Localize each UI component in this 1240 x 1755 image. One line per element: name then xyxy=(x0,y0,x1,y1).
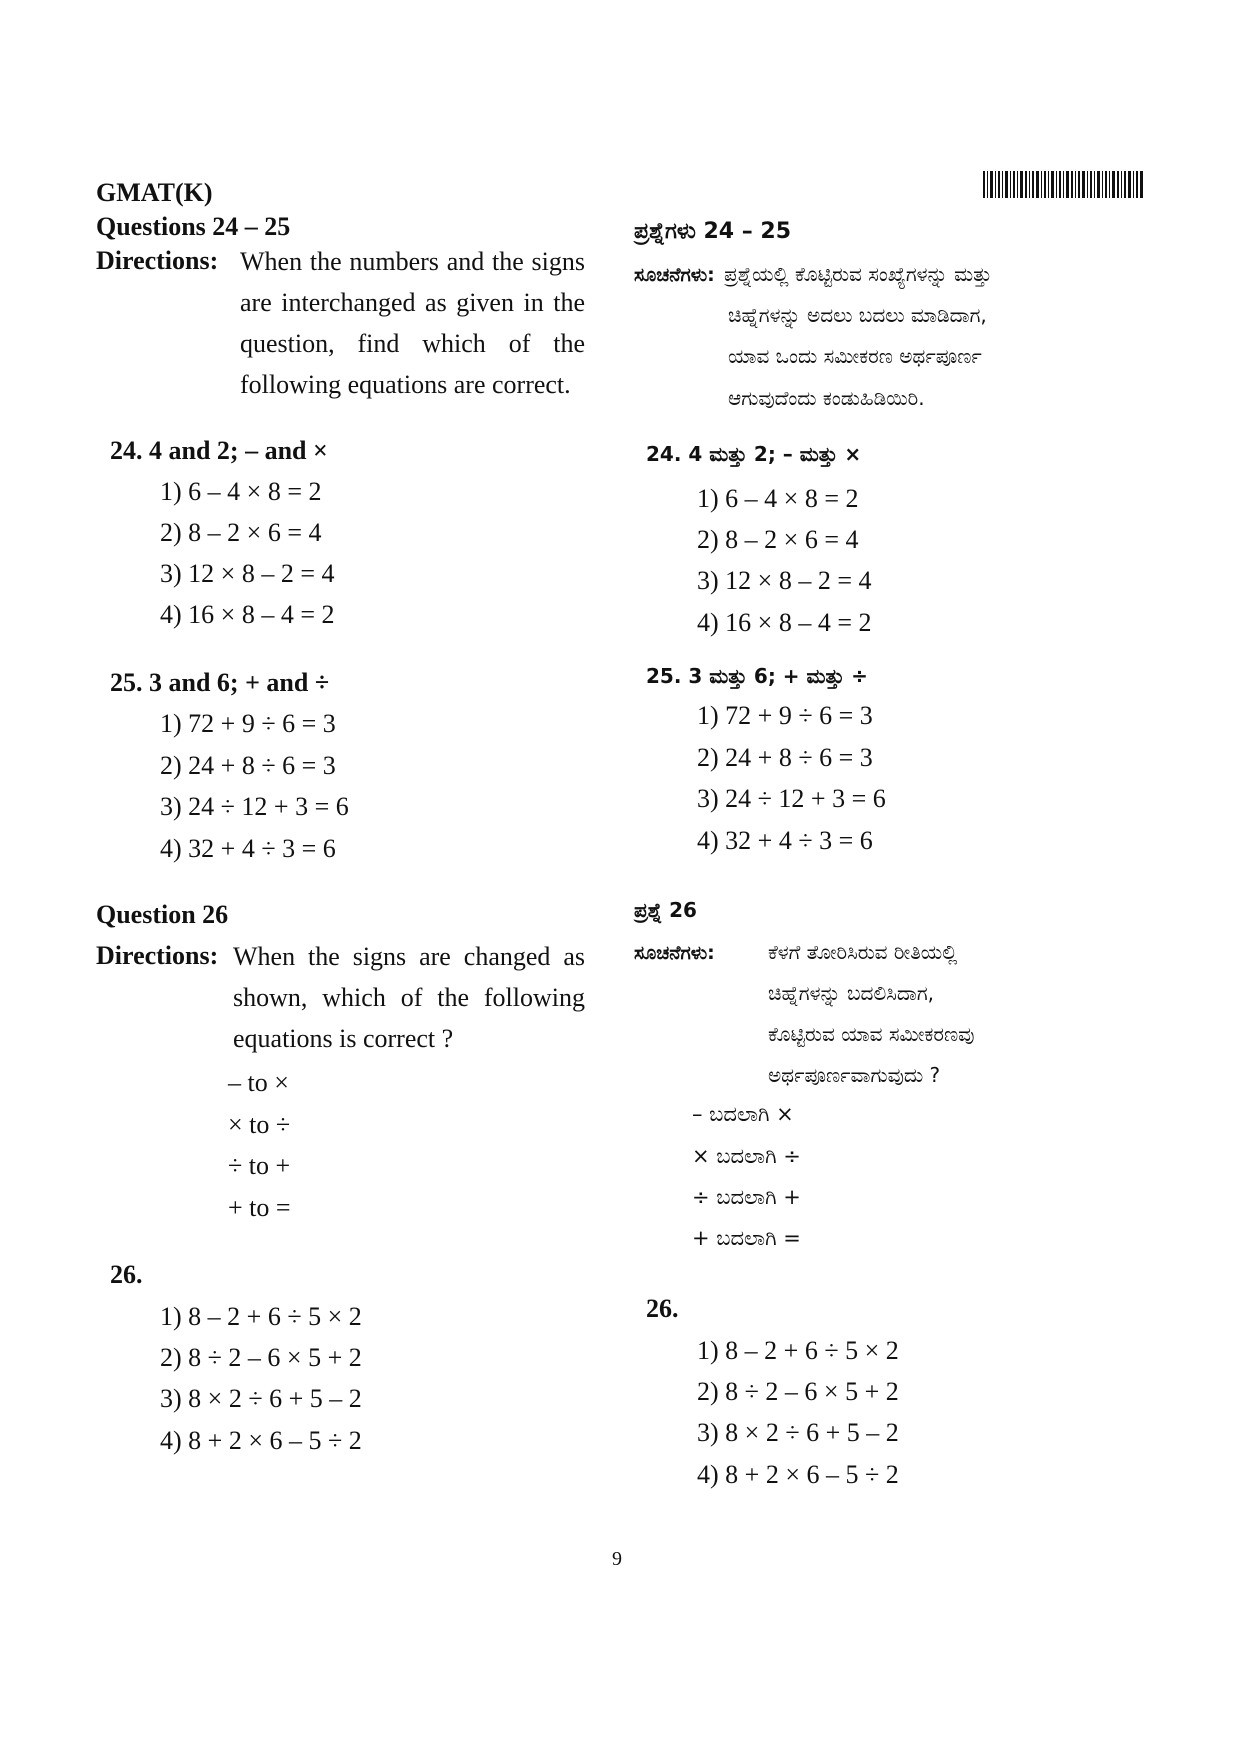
sign-change-3: ÷ to + xyxy=(228,1151,291,1180)
sign-change-4: + to = xyxy=(228,1193,291,1222)
question-25-stem: 25. 3 and 6; + and ÷ xyxy=(110,668,330,697)
kn-q24-option-3: 3) 12 × 8 – 2 = 4 xyxy=(697,566,872,595)
kn-q26-option-3: 3) 8 × 2 ÷ 6 + 5 – 2 xyxy=(697,1418,899,1447)
q26-option-2: 2) 8 ÷ 2 – 6 × 5 + 2 xyxy=(160,1343,362,1372)
q24-option-1: 1) 6 – 4 × 8 = 2 xyxy=(160,477,322,506)
q25-option-3: 3) 24 ÷ 12 + 3 = 6 xyxy=(160,792,349,821)
kn-q25-option-2: 2) 24 + 8 ÷ 6 = 3 xyxy=(697,743,873,772)
question-26-heading: Question 26 xyxy=(96,900,229,929)
barcode-icon xyxy=(983,171,1143,198)
kn-q26-option-2: 2) 8 ÷ 2 – 6 × 5 + 2 xyxy=(697,1377,899,1406)
directions-label: Directions: xyxy=(96,246,219,275)
kn-question-25-stem: 25. 3 ಮತ್ತು 6; + ಮತ್ತು ÷ xyxy=(646,664,868,688)
q26-option-3: 3) 8 × 2 ÷ 6 + 5 – 2 xyxy=(160,1384,362,1413)
question-26-stem: 26. xyxy=(110,1260,143,1289)
kn-q25-option-1: 1) 72 + 9 ÷ 6 = 3 xyxy=(697,701,873,730)
kn-directions-26-line-4: ಅರ್ಥಪೂರ್ಣವಾಗುವುದು ? xyxy=(768,1063,941,1087)
kn-q25-option-3: 3) 24 ÷ 12 + 3 = 6 xyxy=(697,784,886,813)
q26-option-1: 1) 8 – 2 + 6 ÷ 5 × 2 xyxy=(160,1302,362,1331)
kn-directions-label-26: ಸೂಚನೆಗಳು: xyxy=(634,942,715,964)
kn-sign-change-3: ÷ ಬದಲಾಗಿ + xyxy=(692,1185,801,1209)
q24-option-2: 2) 8 – 2 × 6 = 4 xyxy=(160,518,322,547)
q25-option-4: 4) 32 + 4 ÷ 3 = 6 xyxy=(160,834,336,863)
q25-option-1: 1) 72 + 9 ÷ 6 = 3 xyxy=(160,709,336,738)
question-24-stem: 24. 4 and 2; – and × xyxy=(110,436,328,465)
sign-change-2: × to ÷ xyxy=(228,1110,291,1139)
kn-q26-option-4: 4) 8 + 2 × 6 – 5 ÷ 2 xyxy=(697,1460,899,1489)
page-code: GMAT(K) xyxy=(96,178,213,207)
kn-directions-26-line-1: ಕೆಳಗೆ ತೋರಿಸಿರುವ ರೀತಿಯಲ್ಲಿ xyxy=(768,940,958,964)
kn-q24-option-4: 4) 16 × 8 – 4 = 2 xyxy=(697,608,872,637)
q26-option-4: 4) 8 + 2 × 6 – 5 ÷ 2 xyxy=(160,1426,362,1455)
kn-question-26-stem: 26. xyxy=(646,1294,679,1323)
q24-option-3: 3) 12 × 8 – 2 = 4 xyxy=(160,559,335,588)
kn-questions-24-25-heading: ಪ್ರಶ್ನೆಗಳು 24 – 25 xyxy=(634,219,792,244)
kn-q24-option-1: 1) 6 – 4 × 8 = 2 xyxy=(697,484,859,513)
kn-q25-option-4: 4) 32 + 4 ÷ 3 = 6 xyxy=(697,826,873,855)
directions-text: When the numbers and the signs are interchanged as given in the question, find which of the following equations are correct. xyxy=(240,247,585,399)
kn-directions-26-line-3: ಕೊಟ್ಟಿರುವ ಯಾವ ಸಮೀಕರಣವು xyxy=(768,1022,975,1046)
kn-directions-line-4: ಆಗುವುದೆಂದು ಕಂಡುಹಿಡಿಯಿರಿ. xyxy=(728,386,925,410)
directions-text-26: When the signs are changed as shown, which of the following equations is correct ? xyxy=(233,942,585,1053)
q25-option-2: 2) 24 + 8 ÷ 6 = 3 xyxy=(160,751,336,780)
directions-label-26: Directions: xyxy=(96,941,219,970)
kn-q26-option-1: 1) 8 – 2 + 6 ÷ 5 × 2 xyxy=(697,1336,899,1365)
kn-directions-line-2: ಚಿಹ್ನೆಗಳನ್ನು ಅದಲು ಬದಲು ಮಾಡಿದಾಗ, xyxy=(728,303,987,327)
page-number: 9 xyxy=(612,1548,622,1570)
kn-question-24-stem: 24. 4 ಮತ್ತು 2; – ಮತ್ತು × xyxy=(646,442,862,466)
q24-option-4: 4) 16 × 8 – 4 = 2 xyxy=(160,600,335,629)
kn-directions-line-3: ಯಾವ ಒಂದು ಸಮೀಕರಣ ಅರ್ಥಪೂರ್ಣ xyxy=(728,344,982,368)
kn-directions-26-line-2: ಚಿಹ್ನೆಗಳನ್ನು ಬದಲಿಸಿದಾಗ, xyxy=(768,981,934,1005)
kn-directions-label: ಸೂಚನೆಗಳು: xyxy=(634,264,715,286)
sign-change-1: – to × xyxy=(228,1068,289,1097)
questions-24-25-heading: Questions 24 – 25 xyxy=(96,212,291,241)
kn-sign-change-4: + ಬದಲಾಗಿ = xyxy=(692,1226,801,1250)
kn-directions-line-1: ಪ್ರಶ್ನೆಯಲ್ಲಿ ಕೊಟ್ಟಿರುವ ಸಂಖ್ಯೆಗಳನ್ನು ಮತ್ತು xyxy=(724,262,992,286)
kn-sign-change-1: – ಬದಲಾಗಿ × xyxy=(692,1102,794,1126)
kn-sign-change-2: × ಬದಲಾಗಿ ÷ xyxy=(692,1144,801,1168)
kn-q24-option-2: 2) 8 – 2 × 6 = 4 xyxy=(697,525,859,554)
kn-question-26-heading: ಪ್ರಶ್ನೆ 26 xyxy=(634,898,697,922)
